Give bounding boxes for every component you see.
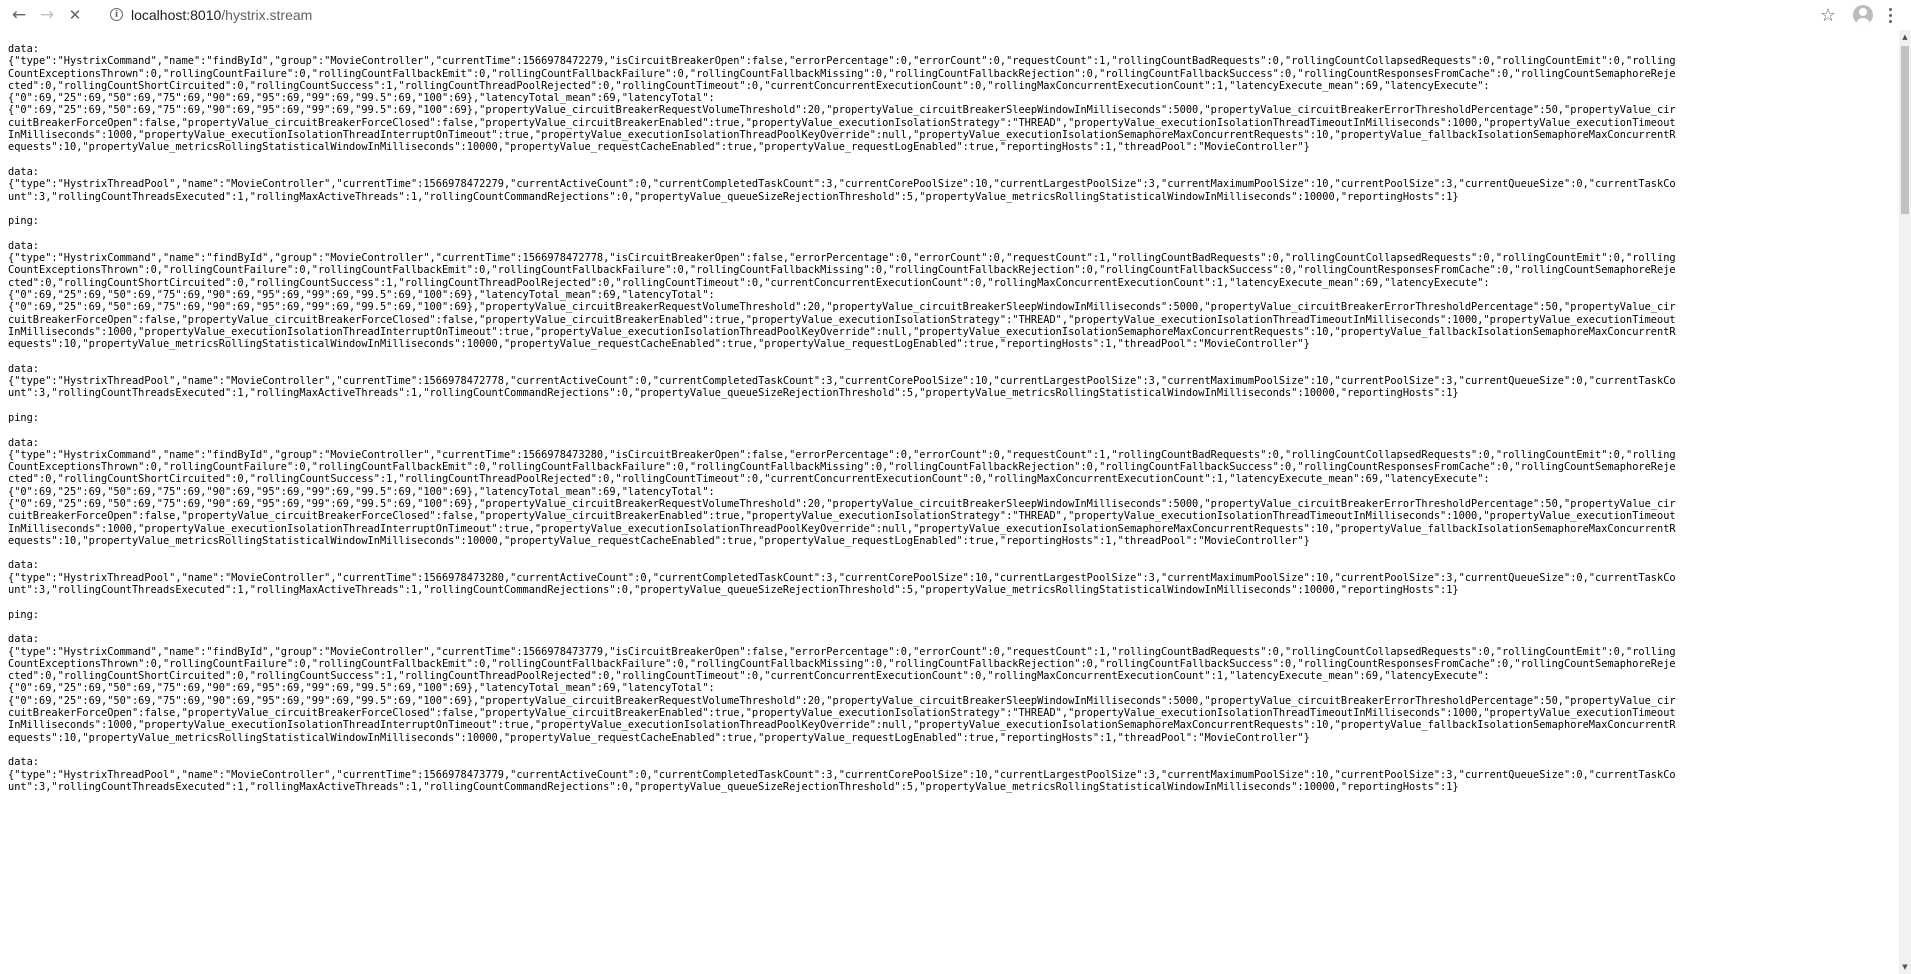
url-host: localhost:8010 xyxy=(131,6,222,23)
data-event xyxy=(8,633,1890,744)
address-bar[interactable] xyxy=(110,2,1810,27)
browser-toolbar xyxy=(0,0,1911,30)
stop-loading-icon[interactable]: ✕ xyxy=(68,6,82,24)
event-payload-line: {"type":"HystrixCommand","name":"findById","group":"MovieController","currentTime":1566978472778,"isCircuitBreakerOpen":false,"errorPercentage":0,"errorCount":0,"requestCount":1,"rollingCountBadRequests":0,"rollingCountCollapsedRequests":0,"rollingCountEmit":0,"rolling xyxy=(8,252,1676,265)
event-payload-line: equests":10,"propertyValue_metricsRollingStatisticalWindowInMilliseconds":10000,"propertyValue_requestCacheEnabled":true,"propertyValue_requestLogEnabled":true,"reportingHosts":1,"threadPool":"MovieController"} xyxy=(8,141,1310,154)
event-label: ping: xyxy=(8,608,39,621)
event-payload-line: {"type":"HystrixThreadPool","name":"MovieController","currentTime":1566978473779,"currentActiveCount":0,"currentCompletedTaskCount":3,"currentCorePoolSize":10,"currentLargestPoolSize":3,"currentMaximumPoolSize":10,"currentPoolSize":3,"currentQueueSize":0,"currentTaskCo xyxy=(8,768,1676,781)
event-label: ping: xyxy=(8,411,39,424)
data-event xyxy=(8,240,1890,351)
event-payload-line: {"0":69,"25":69,"50":69,"75":69,"90":69,"95":69,"99":69,"99.5":69,"100":69},"propertyValue_circuitBreakerRequestVolumeThreshold":20,"propertyValue_circuitBreakerSleepWindowInMilliseconds":5000,"propertyValue_circuitBreakerErrorThresholdPercentage":50,"propertyValue_cir xyxy=(8,104,1676,117)
event-payload-line: cted":0,"rollingCountShortCircuited":0,"rollingCountSuccess":1,"rollingCountThreadPoolRejected":0,"rollingCountTimeout":0,"currentConcurrentExecutionCount":0,"rollingMaxConcurrentExecutionCount":1,"latencyExecute_mean":69,"latencyExecute": xyxy=(8,79,1490,92)
event-payload-line: {"type":"HystrixCommand","name":"findById","group":"MovieController","currentTime":1566978473280,"isCircuitBreakerOpen":false,"errorPercentage":0,"errorCount":0,"requestCount":1,"rollingCountBadRequests":0,"rollingCountCollapsedRequests":0,"rollingCountEmit":0,"rolling xyxy=(8,448,1676,461)
event-payload-line: unt":3,"rollingCountThreadsExecuted":1,"rollingMaxActiveThreads":1,"rollingCountCommandRejections":0,"propertyValue_queueSizeRejectionThreshold":5,"propertyValue_metricsRollingStatisticalWindowInMilliseconds":10000,"reportingHosts":1} xyxy=(8,387,1459,400)
event-payload-line: InMilliseconds":1000,"propertyValue_executionIsolationThreadInterruptOnTimeout":true,"propertyValue_executionIsolationThreadPoolKeyOverride":null,"propertyValue_executionIsolationSemaphoreMaxConcurrentRequests":10,"propertyValue_fallbackIsolationSemaphoreMaxConcurrentR xyxy=(8,325,1676,338)
url-path: /hystrix.stream xyxy=(221,6,313,23)
vertical-scrollbar[interactable] xyxy=(1899,30,1911,974)
event-label: data: xyxy=(8,362,39,375)
profile-avatar-icon[interactable] xyxy=(1853,5,1873,25)
event-payload-line: unt":3,"rollingCountThreadsExecuted":1,"rollingMaxActiveThreads":1,"rollingCountCommandRejections":0,"propertyValue_queueSizeRejectionThreshold":5,"propertyValue_metricsRollingStatisticalWindowInMilliseconds":10000,"reportingHosts":1} xyxy=(8,780,1459,793)
data-event xyxy=(8,756,1890,793)
event-separator xyxy=(8,547,1890,559)
event-payload-line: equests":10,"propertyValue_metricsRollingStatisticalWindowInMilliseconds":10000,"propertyValue_requestCacheEnabled":true,"propertyValue_requestLogEnabled":true,"reportingHosts":1,"threadPool":"MovieController"} xyxy=(8,338,1310,351)
forward-arrow-icon[interactable]: → xyxy=(39,5,55,25)
event-label: data: xyxy=(8,633,39,646)
stream-output xyxy=(8,43,1890,974)
event-separator xyxy=(8,744,1890,756)
bookmark-star-icon[interactable]: ☆ xyxy=(1819,4,1837,26)
event-payload-line: {"type":"HystrixCommand","name":"findById","group":"MovieController","currentTime":1566978473779,"isCircuitBreakerOpen":false,"errorPercentage":0,"errorCount":0,"requestCount":1,"rollingCountBadRequests":0,"rollingCountCollapsedRequests":0,"rollingCountEmit":0,"rolling xyxy=(8,645,1676,658)
ping-event xyxy=(8,412,1890,424)
event-payload-line: {"0":69,"25":69,"50":69,"75":69,"90":69,"95":69,"99":69,"99.5":69,"100":69},"propertyValue_circuitBreakerRequestVolumeThreshold":20,"propertyValue_circuitBreakerSleepWindowInMilliseconds":5000,"propertyValue_circuitBreakerErrorThresholdPercentage":50,"propertyValue_cir xyxy=(8,301,1676,314)
event-separator xyxy=(8,793,1890,805)
event-payload-line: cuitBreakerForceOpen":false,"propertyValue_circuitBreakerForceClosed":false,"propertyValue_circuitBreakerEnabled":true,"propertyValue_executionIsolationStrategy":"THREAD","propertyValue_executionIsolationThreadTimeoutInMilliseconds":1000,"propertyValue_executionTimeout xyxy=(8,116,1676,129)
more-menu-icon[interactable] xyxy=(1883,5,1897,25)
event-payload-line: {"0":69,"25":69,"50":69,"75":69,"90":69,"95":69,"99":69,"99.5":69,"100":69},"latencyTotal_mean":69,"latencyTotal": xyxy=(8,485,715,498)
event-payload-line: unt":3,"rollingCountThreadsExecuted":1,"rollingMaxActiveThreads":1,"rollingCountCommandRejections":0,"propertyValue_queueSizeRejectionThreshold":5,"propertyValue_metricsRollingStatisticalWindowInMilliseconds":10000,"reportingHosts":1} xyxy=(8,584,1459,597)
event-payload-line: equests":10,"propertyValue_metricsRollingStatisticalWindowInMilliseconds":10000,"propertyValue_requestCacheEnabled":true,"propertyValue_requestLogEnabled":true,"reportingHosts":1,"threadPool":"MovieController"} xyxy=(8,534,1310,547)
event-payload-line: CountExceptionsThrown":0,"rollingCountFailure":0,"rollingCountFallbackEmit":0,"rollingCountFallbackFailure":0,"rollingCountFallbackMissing":0,"rollingCountFallbackRejection":0,"rollingCountFallbackSuccess":0,"rollingCountResponsesFromCache":0,"rollingCountSemaphoreReje xyxy=(8,461,1676,474)
event-separator xyxy=(8,350,1890,362)
event-payload-line: {"type":"HystrixThreadPool","name":"MovieController","currentTime":1566978473280,"currentActiveCount":0,"currentCompletedTaskCount":3,"currentCorePoolSize":10,"currentLargestPoolSize":3,"currentMaximumPoolSize":10,"currentPoolSize":3,"currentQueueSize":0,"currentTaskCo xyxy=(8,571,1676,584)
event-payload-line: {"0":69,"25":69,"50":69,"75":69,"90":69,"95":69,"99":69,"99.5":69,"100":69},"propertyValue_circuitBreakerRequestVolumeThreshold":20,"propertyValue_circuitBreakerSleepWindowInMilliseconds":5000,"propertyValue_circuitBreakerErrorThresholdPercentage":50,"propertyValue_cir xyxy=(8,497,1676,510)
event-payload-line: cuitBreakerForceOpen":false,"propertyValue_circuitBreakerForceClosed":false,"propertyValue_circuitBreakerEnabled":true,"propertyValue_executionIsolationStrategy":"THREAD","propertyValue_executionIsolationThreadTimeoutInMilliseconds":1000,"propertyValue_executionTimeout xyxy=(8,707,1676,720)
data-event xyxy=(8,166,1890,203)
event-label: data: xyxy=(8,436,39,449)
back-arrow-icon[interactable]: ← xyxy=(11,5,27,25)
event-payload-line: cted":0,"rollingCountShortCircuited":0,"rollingCountSuccess":1,"rollingCountThreadPoolRejected":0,"rollingCountTimeout":0,"currentConcurrentExecutionCount":0,"rollingMaxConcurrentExecutionCount":1,"latencyExecute_mean":69,"latencyExecute": xyxy=(8,670,1490,683)
event-payload-line: {"0":69,"25":69,"50":69,"75":69,"90":69,"95":69,"99":69,"99.5":69,"100":69},"latencyTotal_mean":69,"latencyTotal": xyxy=(8,682,715,695)
scroll-thumb[interactable] xyxy=(1901,46,1909,214)
event-separator xyxy=(8,154,1890,166)
event-separator xyxy=(8,227,1890,239)
event-label: data: xyxy=(8,559,39,572)
data-event xyxy=(8,437,1890,548)
event-payload-line: cted":0,"rollingCountShortCircuited":0,"rollingCountSuccess":1,"rollingCountThreadPoolRejected":0,"rollingCountTimeout":0,"currentConcurrentExecutionCount":0,"rollingMaxConcurrentExecutionCount":1,"latencyExecute_mean":69,"latencyExecute": xyxy=(8,276,1490,289)
data-event xyxy=(8,43,1890,154)
data-event xyxy=(8,559,1890,596)
event-separator xyxy=(8,400,1890,412)
event-payload-line: {"type":"HystrixThreadPool","name":"MovieController","currentTime":1566978472778,"currentActiveCount":0,"currentCompletedTaskCount":3,"currentCorePoolSize":10,"currentLargestPoolSize":3,"currentMaximumPoolSize":10,"currentPoolSize":3,"currentQueueSize":0,"currentTaskCo xyxy=(8,375,1676,388)
event-payload-line: InMilliseconds":1000,"propertyValue_executionIsolationThreadInterruptOnTimeout":true,"propertyValue_executionIsolationThreadPoolKeyOverride":null,"propertyValue_executionIsolationSemaphoreMaxConcurrentRequests":10,"propertyValue_fallbackIsolationSemaphoreMaxConcurrentR xyxy=(8,719,1676,732)
info-icon[interactable]: i xyxy=(110,8,123,21)
event-payload-line: {"type":"HystrixThreadPool","name":"MovieController","currentTime":1566978472279,"currentActiveCount":0,"currentCompletedTaskCount":3,"currentCorePoolSize":10,"currentLargestPoolSize":3,"currentMaximumPoolSize":10,"currentPoolSize":3,"currentQueueSize":0,"currentTaskCo xyxy=(8,178,1676,191)
event-payload-line: {"0":69,"25":69,"50":69,"75":69,"90":69,"95":69,"99":69,"99.5":69,"100":69},"propertyValue_circuitBreakerRequestVolumeThreshold":20,"propertyValue_circuitBreakerSleepWindowInMilliseconds":5000,"propertyValue_circuitBreakerErrorThresholdPercentage":50,"propertyValue_cir xyxy=(8,694,1676,707)
event-label: data: xyxy=(8,165,39,178)
event-payload-line: cuitBreakerForceOpen":false,"propertyValue_circuitBreakerForceClosed":false,"propertyValue_circuitBreakerEnabled":true,"propertyValue_executionIsolationStrategy":"THREAD","propertyValue_executionIsolationThreadTimeoutInMilliseconds":1000,"propertyValue_executionTimeout xyxy=(8,510,1676,523)
event-payload-line: InMilliseconds":1000,"propertyValue_executionIsolationThreadInterruptOnTimeout":true,"propertyValue_executionIsolationThreadPoolKeyOverride":null,"propertyValue_executionIsolationSemaphoreMaxConcurrentRequests":10,"propertyValue_fallbackIsolationSemaphoreMaxConcurrentR xyxy=(8,129,1676,142)
event-payload-line: cted":0,"rollingCountShortCircuited":0,"rollingCountSuccess":1,"rollingCountThreadPoolRejected":0,"rollingCountTimeout":0,"currentConcurrentExecutionCount":0,"rollingMaxConcurrentExecutionCount":1,"latencyExecute_mean":69,"latencyExecute": xyxy=(8,473,1490,486)
event-separator xyxy=(8,203,1890,215)
event-payload-line: CountExceptionsThrown":0,"rollingCountFailure":0,"rollingCountFallbackEmit":0,"rollingCountFallbackFailure":0,"rollingCountFallbackMissing":0,"rollingCountFallbackRejection":0,"rollingCountFallbackSuccess":0,"rollingCountResponsesFromCache":0,"rollingCountSemaphoreReje xyxy=(8,264,1676,277)
event-payload-line: InMilliseconds":1000,"propertyValue_executionIsolationThreadInterruptOnTimeout":true,"propertyValue_executionIsolationThreadPoolKeyOverride":null,"propertyValue_executionIsolationSemaphoreMaxConcurrentRequests":10,"propertyValue_fallbackIsolationSemaphoreMaxConcurrentR xyxy=(8,522,1676,535)
event-separator xyxy=(8,424,1890,436)
event-label: data: xyxy=(8,43,39,55)
event-payload-line: equests":10,"propertyValue_metricsRollingStatisticalWindowInMilliseconds":10000,"propertyValue_requestCacheEnabled":true,"propertyValue_requestLogEnabled":true,"reportingHosts":1,"threadPool":"MovieController"} xyxy=(8,731,1310,744)
event-payload-line: CountExceptionsThrown":0,"rollingCountFailure":0,"rollingCountFallbackEmit":0,"rollingCountFallbackFailure":0,"rollingCountFallbackMissing":0,"rollingCountFallbackRejection":0,"rollingCountFallbackSuccess":0,"rollingCountResponsesFromCache":0,"rollingCountSemaphoreReje xyxy=(8,67,1676,80)
event-label: ping: xyxy=(8,215,39,228)
event-payload-line: cuitBreakerForceOpen":false,"propertyValue_circuitBreakerForceClosed":false,"propertyValue_circuitBreakerEnabled":true,"propertyValue_executionIsolationStrategy":"THREAD","propertyValue_executionIsolationThreadTimeoutInMilliseconds":1000,"propertyValue_executionTimeout xyxy=(8,313,1676,326)
event-separator xyxy=(8,596,1890,608)
scroll-up-arrow-icon[interactable]: ▲ xyxy=(1902,33,1908,41)
event-payload-line: CountExceptionsThrown":0,"rollingCountFailure":0,"rollingCountFallbackEmit":0,"rollingCountFallbackFailure":0,"rollingCountFallbackMissing":0,"rollingCountFallbackRejection":0,"rollingCountFallbackSuccess":0,"rollingCountResponsesFromCache":0,"rollingCountSemaphoreReje xyxy=(8,657,1676,670)
event-payload-line: {"type":"HystrixCommand","name":"findById","group":"MovieController","currentTime":1566978472279,"isCircuitBreakerOpen":false,"errorPercentage":0,"errorCount":0,"requestCount":1,"rollingCountBadRequests":0,"rollingCountCollapsedRequests":0,"rollingCountEmit":0,"rolling xyxy=(8,55,1676,68)
event-label: data: xyxy=(8,239,39,252)
event-separator xyxy=(8,621,1890,633)
data-event xyxy=(8,363,1890,400)
event-payload-line: {"0":69,"25":69,"50":69,"75":69,"90":69,"95":69,"99":69,"99.5":69,"100":69},"latencyTotal_mean":69,"latencyTotal": xyxy=(8,92,715,105)
ping-event xyxy=(8,609,1890,621)
ping-event xyxy=(8,215,1890,227)
event-payload-line: unt":3,"rollingCountThreadsExecuted":1,"rollingMaxActiveThreads":1,"rollingCountCommandRejections":0,"propertyValue_queueSizeRejectionThreshold":5,"propertyValue_metricsRollingStatisticalWindowInMilliseconds":10000,"reportingHosts":1} xyxy=(8,190,1459,203)
event-label: data: xyxy=(8,756,39,769)
event-payload-line: {"0":69,"25":69,"50":69,"75":69,"90":69,"95":69,"99":69,"99.5":69,"100":69},"latencyTotal_mean":69,"latencyTotal": xyxy=(8,288,715,301)
scroll-down-arrow-icon[interactable]: ▼ xyxy=(1902,963,1908,971)
